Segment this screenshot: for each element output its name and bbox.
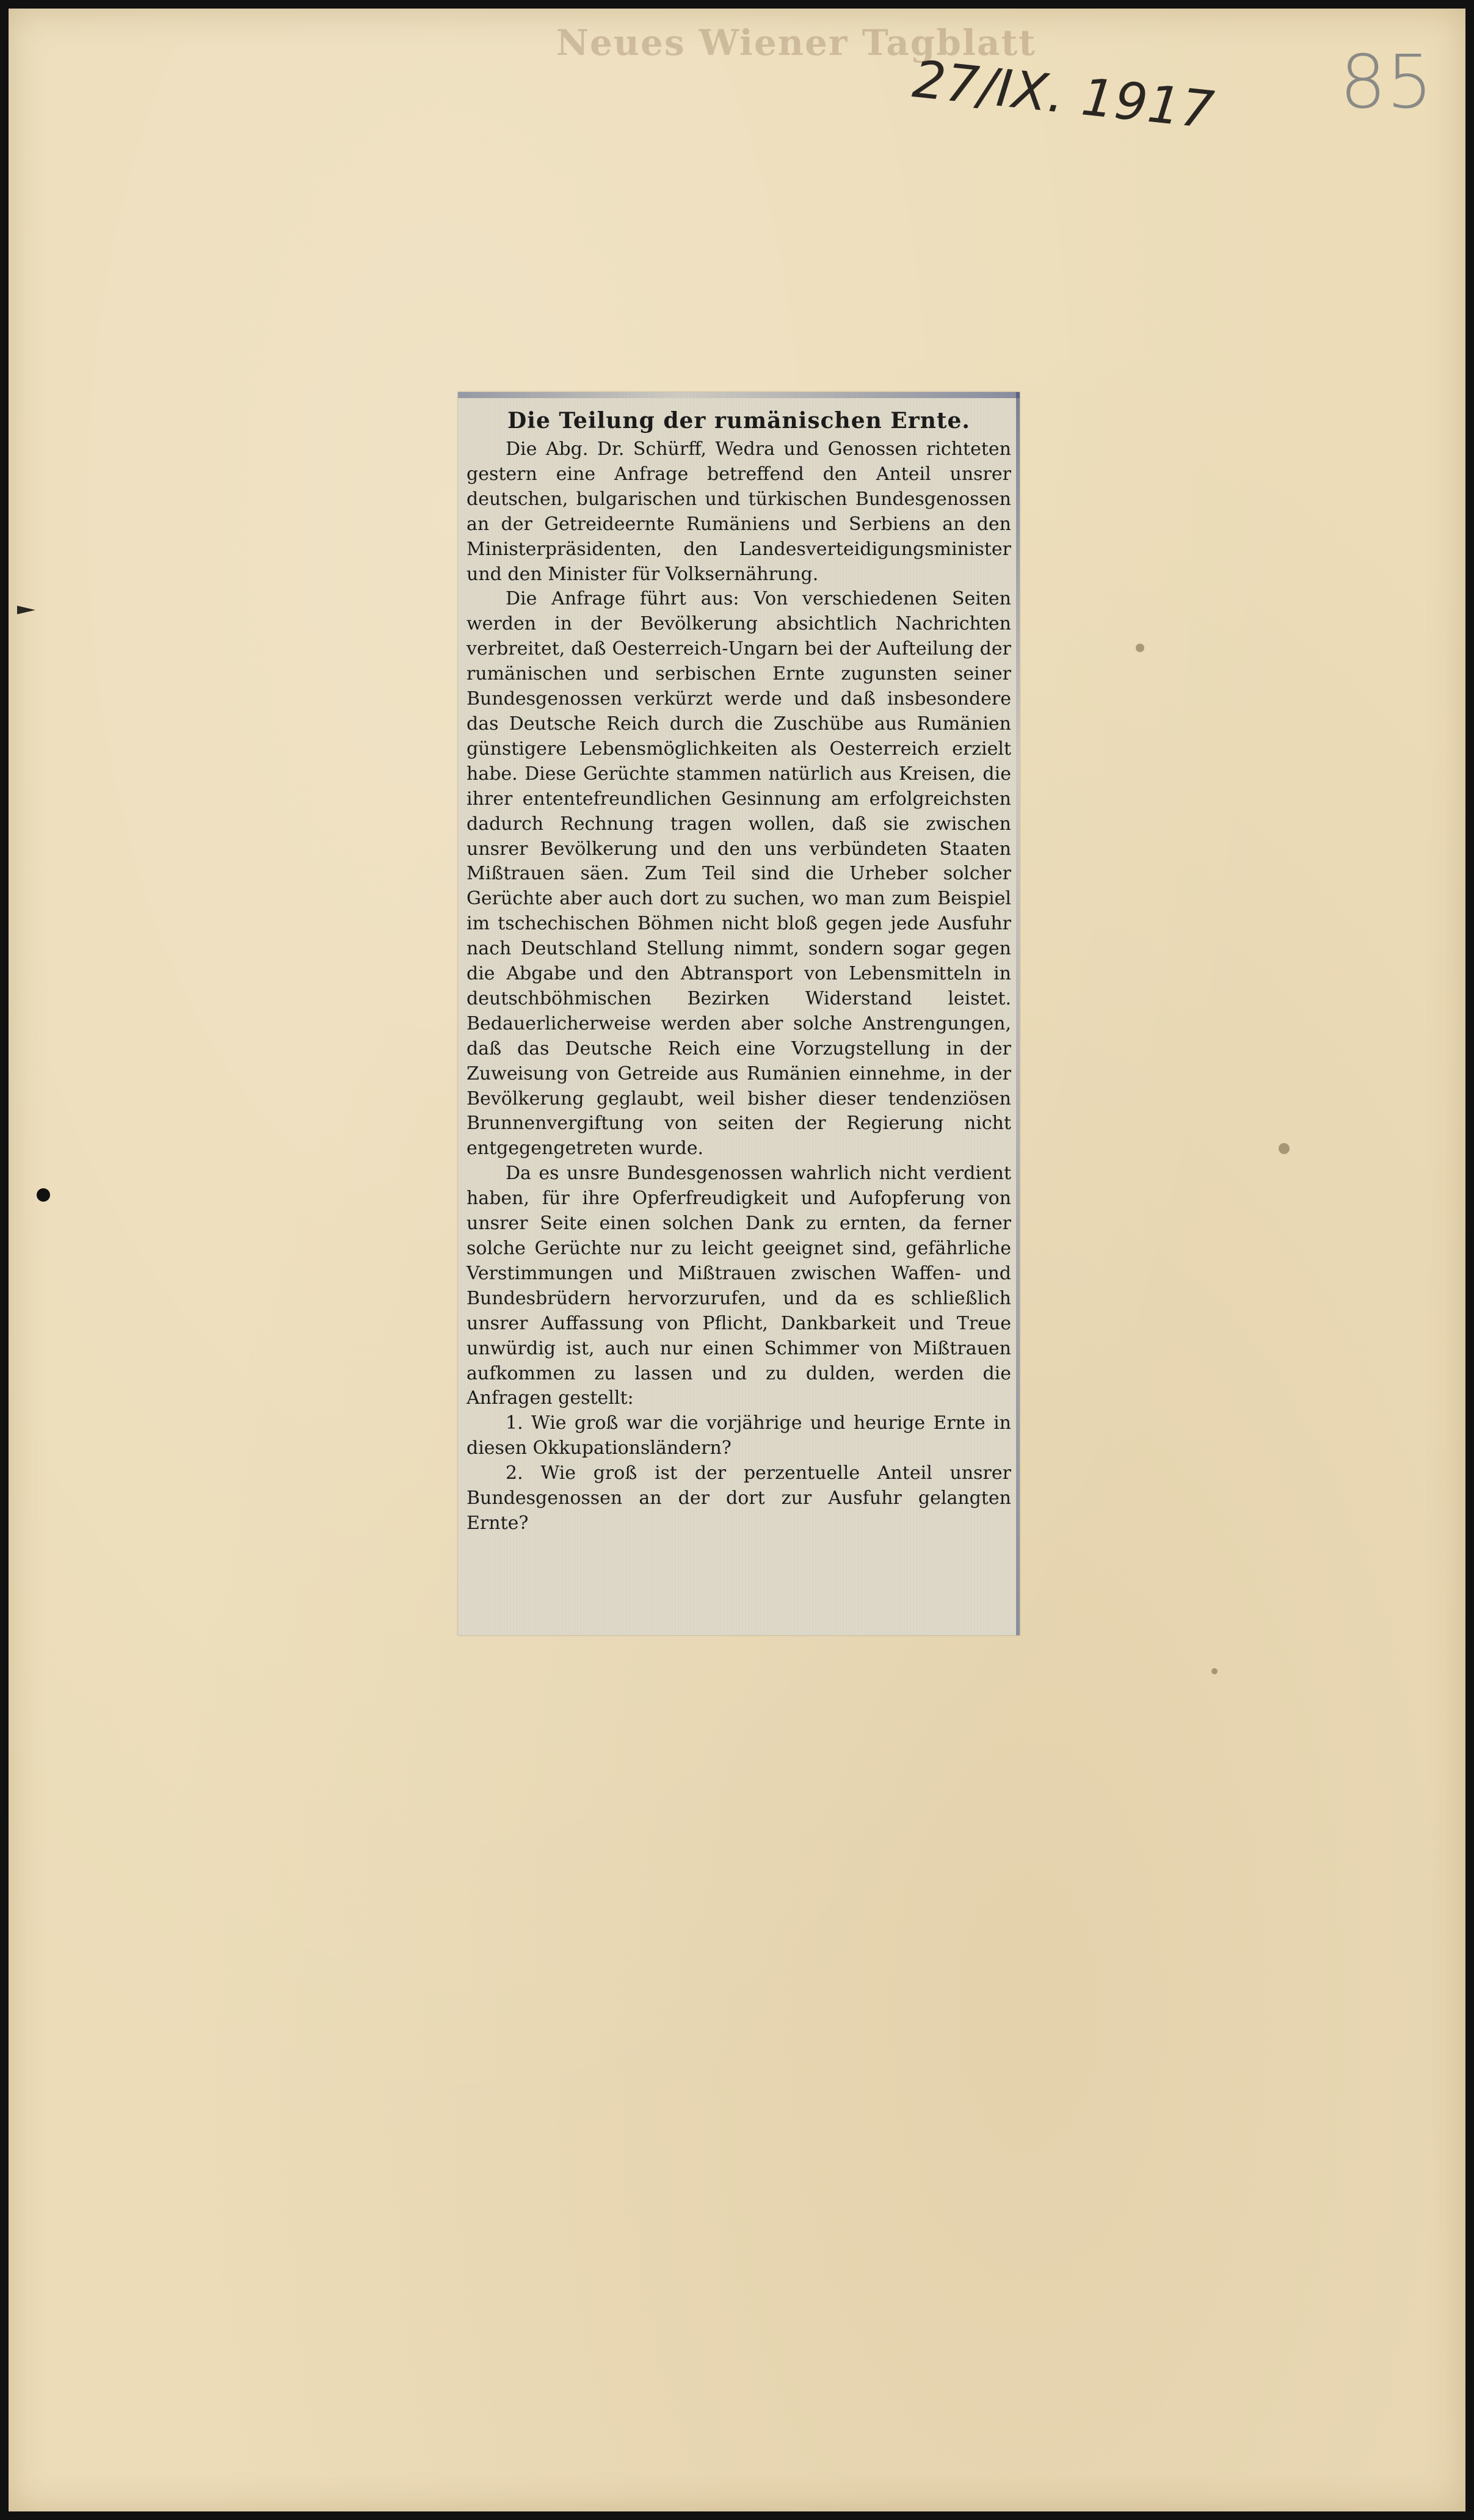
- paper-spot: [1211, 1668, 1218, 1674]
- handwritten-date: 27/IX. 1917: [910, 49, 1218, 140]
- article-title: Die Teilung der rumänischen Ernte.: [507, 408, 970, 434]
- newspaper-clipping: [458, 392, 1020, 1635]
- binding-tab-mark: [17, 606, 35, 614]
- punch-hole: [37, 1188, 50, 1202]
- page-number: 85: [1340, 40, 1433, 125]
- clipping-edge: [1016, 392, 1020, 1635]
- clipping-edge: [458, 392, 1020, 398]
- paper-spot: [1136, 644, 1144, 652]
- article-paragraph: Da es unsre Bundesgenossen wahrlich nicht verdient haben, für ihre Opferfreudigkeit und Aufopferung von unsrer Seite einen solchen Dank zu ernten, da ferner solche Gerüchte nur zu leicht geeignet sind, gefährliche Verstimmungen und Mißtrauen zwischen Waffen- und Bundesbrüdern hervorzurufen, und da es schließlich unsrer Auffassung von Pflicht, Dankbarkeit und Treue unwürdig ist, auch nur einen Schimmer von Mißtrauen aufkommen zu lassen und zu dulden, werden die Anfragen gestellt:: [467, 1163, 1011, 1409]
- archive-sheet: [9, 9, 1465, 2511]
- article-paragraph: Die Anfrage führt aus: Von verschiedenen Seiten werden in der Bevölkerung absichtlich Nachrichten verbreitet, daß Oesterreich-Ungarn bei der Aufteilung der rumänischen und serbischen Ernte zugunsten seiner Bundesgenossen verkürzt werde und daß insbesondere das Deutsche Reich durch die Zuschübe aus Rumänien günstigere Lebensmöglichkeiten als Oesterreich erzielt habe. Diese Gerüchte stammen natürlich aus Kreisen, die ihrer ententefreundlichen Gesinnung am erfolgreichsten dadurch Rechnung tragen wollen, daß sie zwischen unsrer Bevölkerung und den uns verbündeten Staaten Mißtrauen säen. Zum Teil sind die Urheber solcher Gerüchte aber auch dort zu suchen, wo man zum Beispiel im tschechischen Böhmen nicht bloß gegen jede Ausfuhr nach Deutschland Stellung nimmt, sondern sogar gegen die Abgabe und den Abtransport von Lebensmitteln in deutschböhmischen Bezirken Widerstand leistet. Bedauerlicherweise werden aber solche Anstrengungen, daß das Deutsche Reich eine Vorzugstellung in der Zuweisung von Getreide aus Rumänien einnehme, in der Bevölkerung geglaubt, weil bisher dieser tendenziösen Brunnenvergiftung von seiten der Regierung nicht entgegengetreten wurde.: [467, 588, 1011, 1160]
- article-paragraph: Die Abg. Dr. Schürff, Wedra und Genossen richteten gestern eine Anfrage betreffend den Anteil unsrer deutschen, bulgarischen und türkischen Bundesgenossen an der Getreideernte Rumäniens und Serbiens an den Ministerpräsidenten, den Landesverteidigungsminister und den Minister für Volksernährung.: [467, 438, 1011, 585]
- paper-spot: [1279, 1143, 1290, 1154]
- question-item: 1. Wie groß war die vorjährige und heurige Ernte in diesen Okkupationsländern?: [467, 1412, 1011, 1459]
- newspaper-masthead-stamp: Neues Wiener Tagblatt: [556, 22, 1037, 64]
- question-item: 2. Wie groß ist der perzentuelle Anteil unsrer Bundesgenossen an der dort zur Ausfuhr gelangten Ernte?: [467, 1462, 1011, 1534]
